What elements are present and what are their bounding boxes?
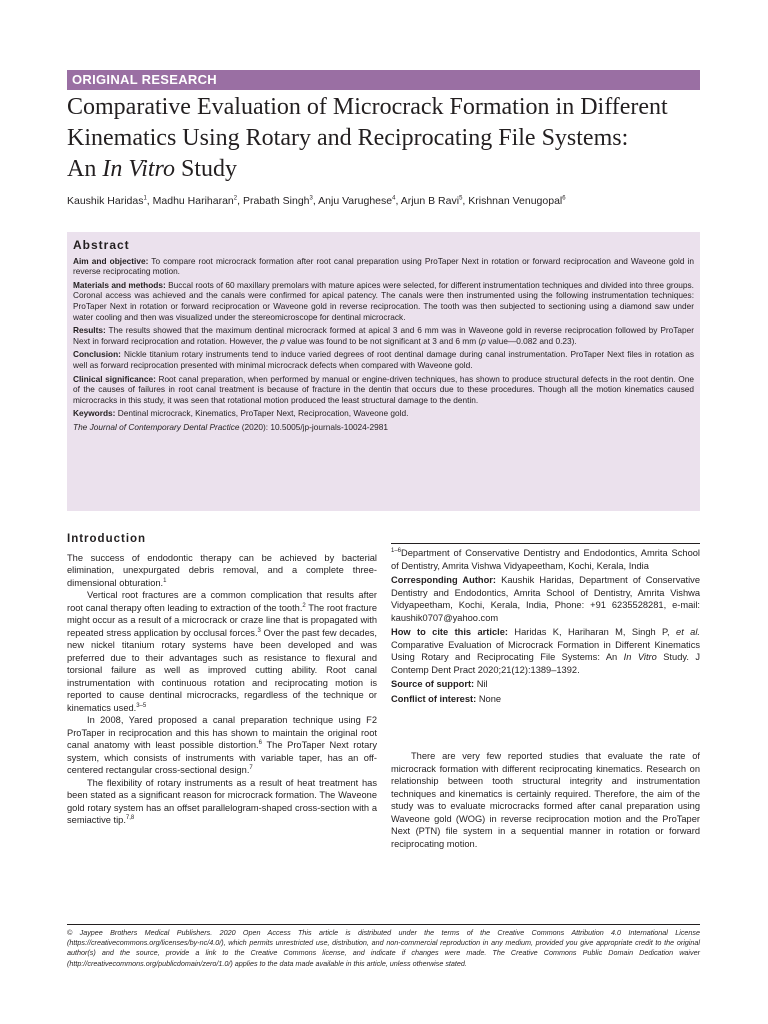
title-line-2: Kinematics Using Rotary and Reciprocating File Systems:: [67, 125, 629, 151]
corresponding-label: Corresponding Author:: [391, 575, 496, 585]
title-italic: In Vitro: [102, 156, 175, 182]
cite-text: Comparative Evaluation of Microcrack Formation in Different Kinematics Using Rotary and Reciprocating File Systems: An: [391, 639, 700, 662]
footer-divider: [67, 924, 700, 925]
abstract-methods: [73, 280, 694, 322]
citation-ref: 3–5: [136, 702, 147, 709]
author: Krishnan Venugopal: [468, 195, 563, 207]
department: [391, 547, 700, 572]
cite-text: Haridas K, Hariharan M, Singh P,: [507, 627, 677, 637]
intro-text: Vertical root fractures are a common complication that results after root canal therapy often leading to extraction of the tooth.: [67, 590, 377, 613]
intro-paragraph: [67, 589, 377, 714]
support-text: Nil: [474, 679, 488, 689]
intro-text: In 2008, Yared proposed a canal preparation technique using F2 ProTaper in reciprocation and this has shown to maintain the original root canal anatomy with least possible distortion.: [67, 715, 377, 750]
conflict-label: Conflict of interest:: [391, 693, 477, 704]
title-line-1: Comparative Evaluation of Microcrack Formation in Different: [67, 94, 668, 120]
intro-text: The success of endodontic therapy can be achieved by bacterial elimination, unexpurgated debris removal, and a complete three-dimensional obturation.: [67, 552, 377, 588]
citation-ref: 7: [249, 764, 253, 771]
support-label: Source of support:: [391, 679, 475, 689]
journal-doi: (2020): 10.5005/jp-journals-10024-2981: [239, 421, 389, 432]
citation-ref: 1: [163, 577, 167, 584]
abstract-results: [73, 325, 694, 346]
title-suffix: Study: [175, 156, 238, 182]
abstract-conclusion-text: Nickle titanium rotary instruments tend to induce varied degrees of root dentinal damage during canal instrumentation. ProTaper Next files in rotation as well as forward reciprocation presented with minimal microcrack defects when compared with Waveone gold.: [73, 349, 694, 370]
intro-paragraph: [67, 714, 377, 777]
body-paragraph-right: There are very few reported studies that evaluate the rate of microcrack formation with different reciprocating kinematics. Research on relationship between tooth structural integrity and instrumentation techniques and kinematics is certainly required. Therefore, the aim of the study was to evaluate microcracks formed after canal preparation using Waveone gold (WOG) in reverse reciprocation motion and the ProTaper Next (PTN) file system in a sequential manner in rotation or forward reciprocating motion.: [391, 751, 700, 849]
abstract-conclusion: [73, 349, 694, 370]
intro-paragraph: [67, 777, 377, 827]
cite-label: How to cite this article:: [391, 627, 508, 637]
abstract-results-text: value—0.082 and 0.23).: [485, 335, 577, 346]
title-prefix: An: [67, 156, 103, 182]
abstract-aim-text: To compare root microcrack formation after root canal preparation using ProTaper Next in rotation or forward reciprocation and Waveone gold in reverse reciprocating motion.: [73, 255, 694, 277]
journal-name: The Journal of Contemporary Dental Practice: [73, 421, 240, 432]
title-line-3: [67, 154, 707, 185]
abstract-results-text: value was found to be not significant at 3 and 6 mm (: [284, 335, 482, 346]
introduction-column: [67, 533, 377, 827]
source-of-support: [391, 678, 700, 691]
divider: [391, 543, 700, 544]
intro-paragraph: [67, 552, 377, 590]
p-symbol: p: [481, 335, 486, 346]
cite-text: Study. J Contemp Dent Pract 2020;21(12):1389–1392.: [391, 652, 700, 675]
conflict-text: None: [476, 693, 502, 704]
intro-text: The ProTaper Next rotary system, which consists of instruments with variable taper, has an off-centered rectangular cross-sectional design.: [67, 740, 377, 775]
citation-ref: 6: [258, 739, 262, 746]
citation-ref: 2: [302, 602, 306, 609]
cite-invitro: In Vitro: [623, 652, 657, 662]
abstract-results-text: The results showed that the maximum dentinal microcrack formed at apical 3 and 6 mm was in Waveone gold in reverse reciprocation followed by ProTaper Next in forward reciprocation and rotation. However, the: [73, 325, 694, 346]
intro-text: The flexibility of rotary instruments as a result of heat treatment has been stated as a significant reason for microcrack formation. The Waveone gold rotary system has an offset parallelogram-shaped cross-section with a semiactive tip.: [67, 777, 377, 825]
affiliation-block: [391, 543, 700, 707]
abstract-clinical-text: Root canal preparation, when performed by manual or engine-driven techniques, has shown to produce structural defects in the root dentin. One of the causes of failures in root canal treatment is because of fracture in the dentin that occurs due to these procedures. Though all the motion kinematics caused microcracks in this study, it was seen that rotational motion produced the least structural damage to the dentin.: [73, 373, 694, 405]
citation-ref: 7,8: [125, 814, 135, 821]
abstract-aim: [73, 256, 694, 277]
author-affiliation: 3: [309, 195, 313, 202]
affiliation-ref: 1–6: [391, 547, 402, 554]
introduction-heading: Introduction: [67, 533, 147, 545]
author-affiliation: 1: [143, 195, 147, 202]
section-type-band: ORIGINAL RESEARCH: [67, 70, 700, 90]
corresponding-author: [391, 574, 700, 624]
author: Prabath Singh: [242, 195, 310, 207]
abstract-methods-text: Buccal roots of 60 maxillary premolars with mature apices were selected, for different instrumentation techniques and divided into three groups. Coronal access was achieved and the canals were confirmed for apical patency. The canals were then instrumented using the following instrumentation techniques: ProTaper Next in rotation or forward reciprocation or Waveone gold in reverse reciprocation. The tooth was then subjected to sectioning using a diamond saw under water cooling and then was visualized under the stereomicroscope for dentinal microcrack.: [73, 279, 694, 322]
abstract-results-label: Results:: [73, 325, 106, 336]
author-affiliation: 4: [392, 195, 396, 202]
author: Madhu Hariharan: [152, 195, 234, 207]
citation-ref: 3: [257, 627, 261, 634]
author-list: Kaushik Haridas$^1$, Madhu Hariharan$^2$, Prabath Singh$^3$, Anju Varughese$^4$, Arjun B Ravi$^5$, Krishnan Venugopal$^6$: [67, 195, 566, 207]
abstract-conclusion-label: Conclusion:: [73, 349, 121, 360]
author: Arjun B Ravi: [400, 195, 460, 207]
conflict-of-interest: [391, 693, 700, 706]
corresponding-text: Kaushik Haridas, Department of Conservative Dentistry and Endodontics, Amrita School of Dentistry, Amrita Vishwa Vidyapeetham, Kochi, Kerala, India, Phone: +91 6235528281, e-mail: kaushik0707@yahoo.com: [391, 575, 700, 623]
p-symbol: p: [280, 335, 285, 346]
author-affiliation: 2: [233, 195, 238, 202]
abstract-heading: Abstract: [73, 238, 130, 252]
intro-text: The root fracture might occur as a result of a microcrack or craze line that is propagated with repeated stress application by occlusal forces.: [67, 602, 377, 638]
abstract-keywords: [73, 408, 694, 419]
abstract-clinical-label: Clinical significance:: [73, 373, 156, 384]
abstract-clinical: [73, 374, 694, 406]
abstract-aim-label: Aim and objective:: [73, 255, 149, 266]
abstract-methods-label: Materials and methods:: [73, 279, 166, 290]
author: Kaushik Haridas: [67, 195, 144, 207]
how-to-cite: [391, 626, 700, 676]
license-footer: © Jaypee Brothers Medical Publishers. 2020 Open Access This article is distributed under the terms of the Creative Commons Attribution 4.0 International License (https://creativecommons.org/licenses/by-nc/4.0/), which permits unrestricted use, distribution, and non-commercial reproduction in any medium, provided you give appropriate credit to the original author(s) and the source, provide a link to the Creative Commons license, and indicate if changes were made. The Creative Commons Public Domain Dedication waiver (http://creativecommons.org/publicdomain/zero/1.0/) applies to the data made available in this article, unless otherwise stated.: [67, 928, 700, 968]
abstract-keywords-text: Dentinal microcrack, Kinematics, ProTaper Next, Reciprocation, Waveone gold.: [115, 408, 409, 419]
cite-etal: et al.: [676, 627, 700, 637]
author-affiliation: 5: [459, 195, 463, 202]
department-text: Department of Conservative Dentistry and Endodontics, Amrita School of Dentistry, Amrita Vishwa Vidyapeetham, Kochi, Kerala, India: [391, 548, 700, 571]
intro-text: Over the past few decades, new nickel titanium rotary systems have been developed and was preferred due to their advantages such as resistance to flexural and torsional failure as well as improved cutting ability. Root canal instrumentation with continuous rotation and reciprocating motion is reported to cause dentinal microcracks, regardless of the technique or kinematics used.: [67, 627, 377, 713]
author: Anju Varughese: [318, 195, 393, 207]
journal-citation: [73, 422, 694, 433]
author-affiliation: 6: [562, 195, 566, 202]
article-title: [67, 92, 707, 185]
abstract-keywords-label: Keywords:: [73, 408, 116, 419]
abstract-box: [67, 232, 700, 511]
